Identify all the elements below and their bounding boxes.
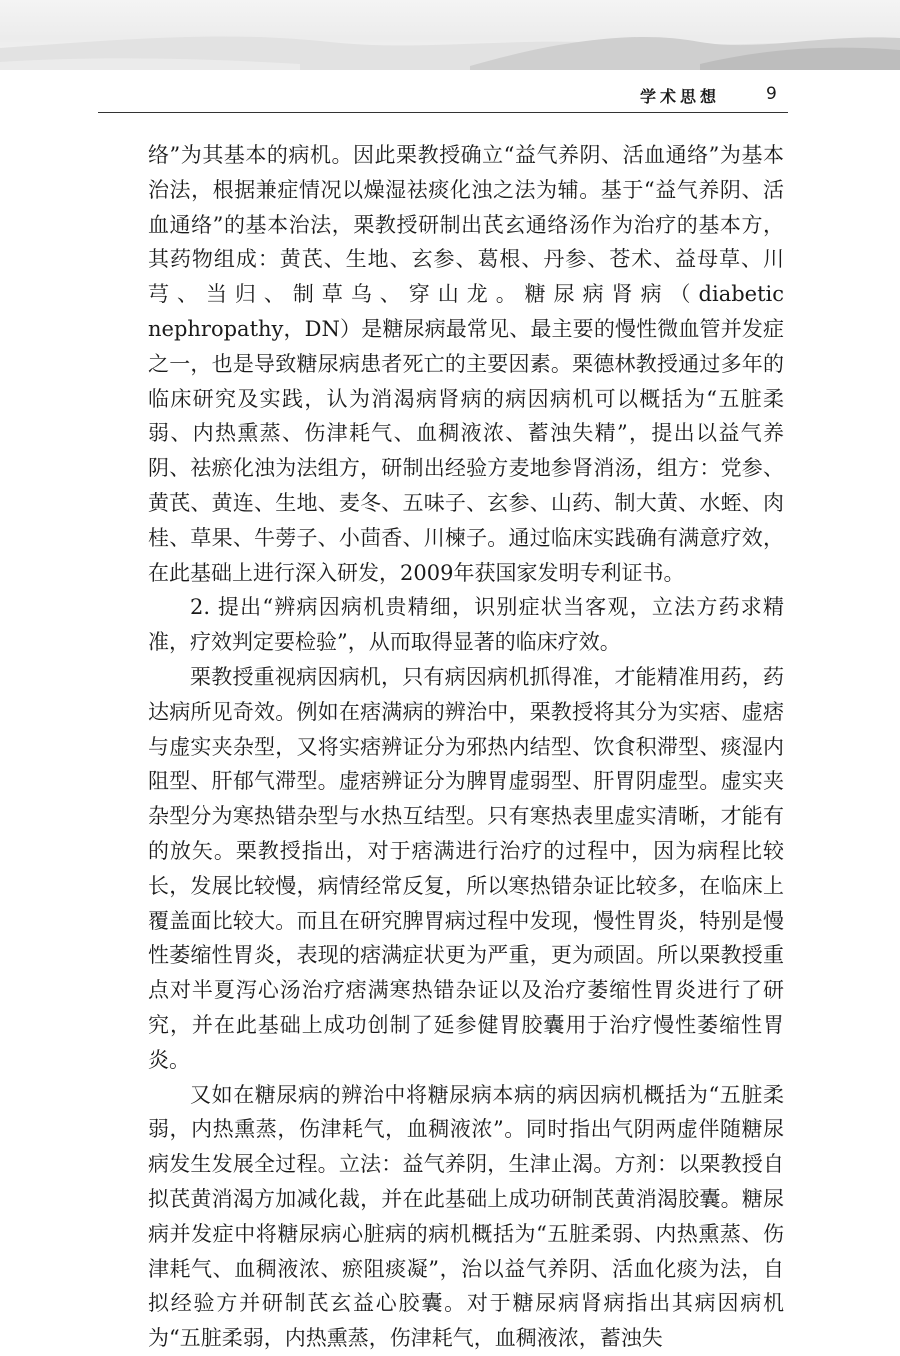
paragraph: 栗教授重视病因病机，只有病因病机抓得准，才能精准用药，药达病所见奇效。例如在痞满病的辨治中，栗教授将其分为实痞、虚痞与虚实夹杂型，又将实痞辨证分为邪热内结型、饮食积滞型、痰湿内阻型、肝郁气滞型。虚痞辨证分为脾胃虚弱型、肝胃阴虚型。虚实夹杂型分为寒热错杂型与水热互结型。只有寒热表里虚实清晰，才能有的放矢。栗教授指出，对于痞满进行治疗的过程中，因为病程比较长，发展比较慢，病情经常反复，所以寒热错杂证比较多，在临床上覆盖面比较大。而且在研究脾胃病过程中发现，慢性胃炎，特别是慢性萎缩性胃炎，表现的痞满症状更为严重，更为顽固。所以栗教授重点对半夏泻心汤治疗痞满寒热错杂证以及治疗萎缩性胃炎进行了研究，并在此基础上成功创制了延参健胃胶囊用于治疗慢性萎缩性胃炎。 [148, 664, 784, 1072]
header-banner-landscape [0, 0, 900, 70]
running-header [0, 82, 900, 112]
page-number: 9 [766, 84, 777, 104]
paragraph: 又如在糖尿病的辨治中将糖尿病本病的病因病机概括为“五脏柔弱，内热熏蒸，伤津耗气，血稠液浓”。同时指出气阴两虚伴随糖尿病发生发展全过程。立法：益气养阴，生津止渴。方剂：以栗教授自拟芪黄消渴方加减化裁，并在此基础上成功研制芪黄消渴胶囊。糖尿病并发症中将糖尿病心脏病的病机概括为“五脏柔弱、内热熏蒸、伤津耗气、血稠液浓、瘀阻痰凝”，治以益气养阴、活血化痰为法，自拟经验方并研制芪玄益心胶囊。对于糖尿病肾病指出其病因病机为“五脏柔弱，内热熏蒸，伤津耗气，血稠液浓，蓄浊失 [148, 1082, 784, 1351]
paragraph: 络”为其基本的病机。因此栗教授确立“益气养阴、活血通络”为基本治法，根据兼症情况以燥湿祛痰化浊之法为辅。基于“益气养阴、活血通络”的基本治法，栗教授研制出芪玄通络汤作为治疗的基本方，其药物组成：黄芪、生地、玄参、葛根、丹参、苍术、益母草、川芎、当归、制草乌、穿山龙。糖尿病肾病（diabetic nephropathy，DN）是糖尿病最常见、最主要的慢性微血管并发症之一，也是导致糖尿病患者死亡的主要因素。栗德林教授通过多年的临床研究及实践，认为消渴病肾病的病因病机可以概括为“五脏柔弱、内热熏蒸、伤津耗气、血稠液浓、蓄浊失精”，提出以益气养阴、祛瘀化浊为法组方，研制出经验方麦地参肾消汤，组方：党参、黄芪、黄连、生地、麦冬、五味子、玄参、山药、制大黄、水蛭、肉桂、草果、牛蒡子、小茴香、川楝子。通过临床实践确有满意疗效，在此基础上进行深入研发，2009年获国家发明专利证书。 [148, 143, 784, 585]
running-title: 学术思想 [640, 87, 721, 106]
header-rule [98, 112, 788, 113]
body-text [148, 138, 784, 1356]
mountain-landscape-icon [0, 0, 900, 70]
paragraph: 2. 提出“辨病因病机贵精细，识别症状当客观，立法方药求精准，疗效判定要检验”，从而取得显著的临床疗效。 [148, 595, 784, 655]
